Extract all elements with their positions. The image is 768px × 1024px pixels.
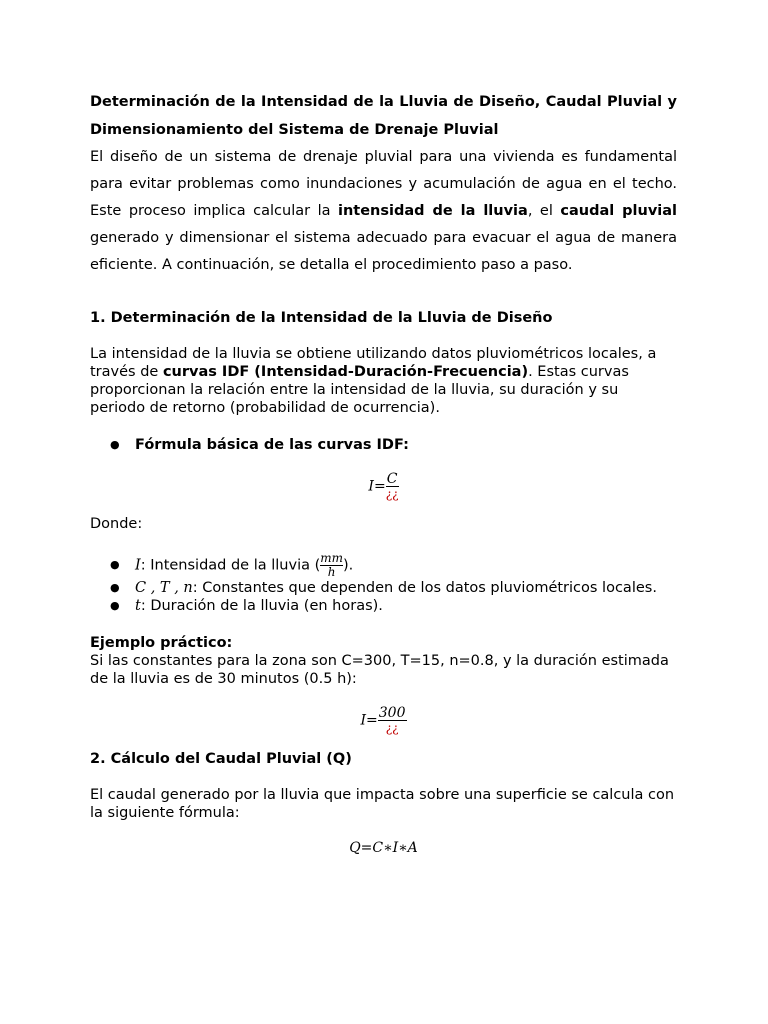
variable-symbol: C , T , n <box>135 580 193 596</box>
donde-label: Donde: <box>90 516 143 532</box>
document-page <box>90 88 677 856</box>
section1-paragraph <box>90 345 677 417</box>
example-heading: Ejemplo práctico: <box>90 635 233 651</box>
variable-desc: : Intensidad de la lluvia ( <box>140 557 321 574</box>
unit-fraction <box>320 552 343 579</box>
intro-text-2: , el <box>527 203 561 219</box>
eq2-denominator: ¿¿ <box>385 721 399 735</box>
section1-text-2: . Estas curvas proporcionan la relación entre la intensidad de la lluvia, su duración y su periodo de retorno (probabilidad de ocurrencia). <box>90 364 629 416</box>
intro-paragraph <box>90 144 677 279</box>
eq1-lhs: I= <box>368 478 386 495</box>
example-text: Si las constantes para la zona son C=300, T=15, n=0.8, y la duración estimada de la lluvia es de 30 minutos (0.5 h): <box>90 653 669 687</box>
eq2-lhs: I= <box>360 712 378 729</box>
formula-bullet-label: Fórmula básica de las curvas IDF: <box>135 437 409 453</box>
variable-item-ctn <box>90 579 677 597</box>
variable-item-i <box>90 552 677 579</box>
variable-desc: : Constantes que dependen de los datos pluviométricos locales. <box>192 580 657 596</box>
unit-denominator: h <box>327 565 336 579</box>
bullet-dot: ● <box>110 599 120 612</box>
equation-caudal: Q=C∗I∗A <box>349 840 418 856</box>
variable-symbol: t <box>135 598 141 614</box>
eq1-numerator: C <box>386 471 398 487</box>
variables-list <box>90 552 677 615</box>
variable-desc-end: ). <box>343 557 354 574</box>
eq2-fraction <box>378 706 407 735</box>
section2-heading: 2. Cálculo del Caudal Pluvial (Q) <box>90 751 352 767</box>
section1-bold: curvas IDF (Intensidad-Duración-Frecuencia) <box>162 364 529 380</box>
bullet-dot: ● <box>110 438 120 451</box>
formula-bullet <box>90 436 677 454</box>
bullet-dot: ● <box>110 581 120 594</box>
variable-symbol: I <box>135 557 141 574</box>
equation-idf <box>90 472 677 501</box>
unit-numerator: mm <box>320 551 344 565</box>
intro-text-1: El diseño de un sistema de drenaje pluvial para una vivienda es fundamental para evitar problemas como inundaciones y acumulación de agua en el techo. Este proceso implica calcular la <box>90 149 677 219</box>
eq1-fraction <box>386 472 399 501</box>
variable-item-t <box>90 597 677 615</box>
document-title: Determinación de la Intensidad de la Lluvia de Diseño, Caudal Pluvial y Dimensionamiento del Sistema de Drenaje Pluvial <box>90 94 677 138</box>
intro-text-3: generado y dimensionar el sistema adecuado para evacuar el agua de manera eficiente. A continuación, se detalla el procedimiento paso a paso. <box>90 230 677 273</box>
intro-bold-2: caudal pluvial <box>560 203 678 219</box>
intro-bold-1: intensidad de la lluvia <box>338 203 528 219</box>
section1-text-1: La intensidad de la lluvia se obtiene utilizando datos pluviométricos locales, a través de <box>90 346 657 380</box>
formula-bullet-list <box>90 436 677 454</box>
eq2-numerator: 300 <box>378 705 406 721</box>
eq1-denominator: ¿¿ <box>385 487 399 501</box>
section1-heading: 1. Determinación de la Intensidad de la Lluvia de Diseño <box>90 310 553 326</box>
equation-example <box>90 706 677 735</box>
section2-paragraph: El caudal generado por la lluvia que impacta sobre una superficie se calcula con la siguiente fórmula: <box>90 787 675 821</box>
bullet-dot: ● <box>110 558 120 571</box>
variable-desc: : Duración de la lluvia (en horas). <box>140 598 383 614</box>
